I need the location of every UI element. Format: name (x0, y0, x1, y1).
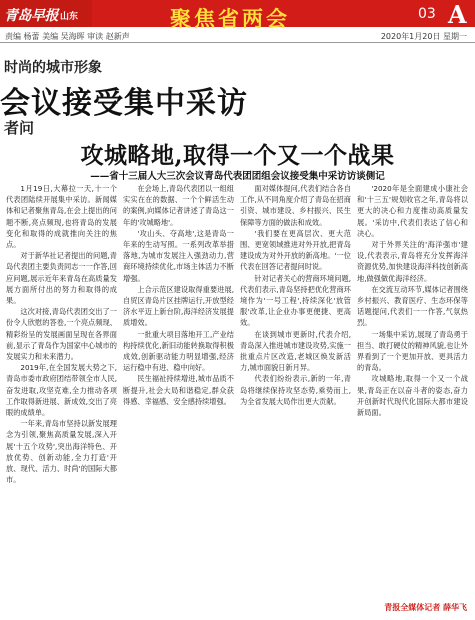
article-column (240, 183, 351, 603)
editor-credits: 责编 杨蕾 美编 吴海晖 审读 赵新声 (5, 32, 130, 41)
issue-date: 2020年1月20日 星期一 (380, 32, 467, 41)
paragraph: 在会场上,青岛代表团以一组组实实在在的数据、一个个鲜活生动的案例,向媒体记者讲述了青岛这一年的'攻城略地'。 (123, 184, 234, 227)
article-body (6, 183, 468, 603)
page-number: 03 (418, 6, 436, 22)
reporter-byline: 青报全媒体记者 薛华飞 (384, 603, 467, 612)
paragraph: '我们要在更高层次、更大范围、更宽领域推进对外开放,把青岛建设成为对外开放的新高地。'一位代表在回答记者提问时说。 (240, 228, 351, 272)
logo-block (0, 0, 92, 27)
hero-subtitle: 者问 (4, 119, 35, 137)
section-banner: 聚焦省两会 (170, 7, 290, 31)
article-column (357, 183, 468, 603)
newspaper-logo: 青岛早报 (4, 8, 58, 24)
paragraph: 在谈到城市更新时,代表介绍,青岛深入推进城市建设攻势,实施一批重点片区改造,老城区焕发新活力,城市面貌日新月异。 (240, 329, 351, 373)
article-subheadline: ——省十三届人大三次会议青岛代表团团组会议接受集中采访访谈侧记 (90, 171, 385, 182)
logo-region: 山东 (60, 12, 79, 22)
paragraph: '2020年是全面建成小康社会和'十三五'规划收官之年,青岛将以更大的决心和力度推动高质量发展。'采访中,代表们表达了信心和决心。 (357, 184, 468, 238)
paragraph: 1月19日,大幕拉一天,十一个代表团陆续开展集中采访。新闻媒体和记者聚焦青岛,在会上提出的问题不断,亮点频现,也将青岛的发展变化和取得的成就推向关注的焦点。 (6, 184, 117, 250)
editor-bar (0, 29, 475, 42)
paragraph: 2019年,在全国发展大势之下,青岛市委市政府团结带领全市人民,奋发进取,攻坚克难,全力推动各项工作取得新进展、新成效,交出了亮眼的成绩单。 (6, 363, 117, 418)
paragraph: 这次对接,青岛代表团交出了一份令人欣慰的答卷,一个亮点频现、精彩纷呈的发展画面呈现在各界面前,显示了青岛作为国家中心城市的发展实力和未来潜力。 (6, 307, 117, 362)
paragraph: 对于新华社记者提出的问题,青岛代表团主要负责同志一一作答,回应问题,展示近年来青岛在高质量发展方面所付出的努力和取得的成果。 (6, 251, 117, 306)
article-column (6, 183, 117, 603)
paragraph: 一场集中采访,展现了青岛勇于担当、敢打硬仗的精神风貌,也让外界看到了一个更加开放、更具活力的青岛。 (357, 329, 468, 373)
article-headline: 攻城略地,取得一个又一个战果 (80, 142, 395, 169)
paragraph: 上合示范区建设取得重要进展,自贸区青岛片区挂牌运行,开放型经济水平迈上新台阶,海洋经济发展提质增效。 (123, 284, 234, 328)
paragraph: 对于外界关注的'海洋强市'建设,代表表示,青岛将充分发挥海洋资源优势,加快建设海洋科技创新高地,做强做优海洋经济。 (357, 240, 468, 283)
paragraph: 一批重大项目落地开工,产业结构持续优化,新旧动能转换取得积极成效,创新驱动能力明显增强,经济运行稳中有进、稳中向好。 (123, 329, 234, 373)
section-letter: A (448, 0, 467, 29)
article-column (123, 183, 234, 603)
paragraph: 在交流互动环节,媒体记者围绕乡村振兴、教育医疗、生态环保等话题提问,代表们一一作答,气氛热烈。 (357, 284, 468, 328)
paragraph: 攻城略地,取得一个又一个战果,青岛正在以奋斗者的姿态,奋力开创新时代现代化国际大都市建设新局面。 (357, 374, 468, 418)
paragraph: 民生福祉持续增进,城市品质不断提升,社会大局和谐稳定,群众获得感、幸福感、安全感持续增强。 (123, 374, 234, 406)
header-rule (0, 42, 475, 43)
paragraph: 面对媒体提问,代表们结合各自工作,从不同角度介绍了青岛在招商引资、城市建设、乡村振兴、民生保障等方面的做法和成效。 (240, 184, 351, 227)
paragraph: '攻山头、夺高地',这是青岛一年来的生动写照。一系列改革举措落地,为城市发展注入强劲动力,营商环境持续优化,市场主体活力不断增强。 (123, 228, 234, 283)
hero-title: 会议接受集中采访 (0, 86, 248, 121)
paragraph: 代表们纷纷表示,新的一年,青岛将继续保持攻坚态势,乘势而上,为全省发展大局作出更大贡献。 (240, 374, 351, 406)
masthead (0, 0, 475, 31)
paragraph: 一年来,青岛市坚持以新发展理念为引领,聚焦高质量发展,深入开展'十五个攻势',突出海洋特色、开放优势、创新动能,全力打造'开放、现代、活力、时尚'的国际大都市。 (6, 419, 117, 485)
paragraph: 针对记者关心的营商环境问题,代表们表示,青岛坚持把优化营商环境作为'一号工程',持续深化'放管服'改革,让企业办事更便捷、更高效。 (240, 273, 351, 328)
story-kicker: 时尚的城市形象 (4, 60, 102, 76)
